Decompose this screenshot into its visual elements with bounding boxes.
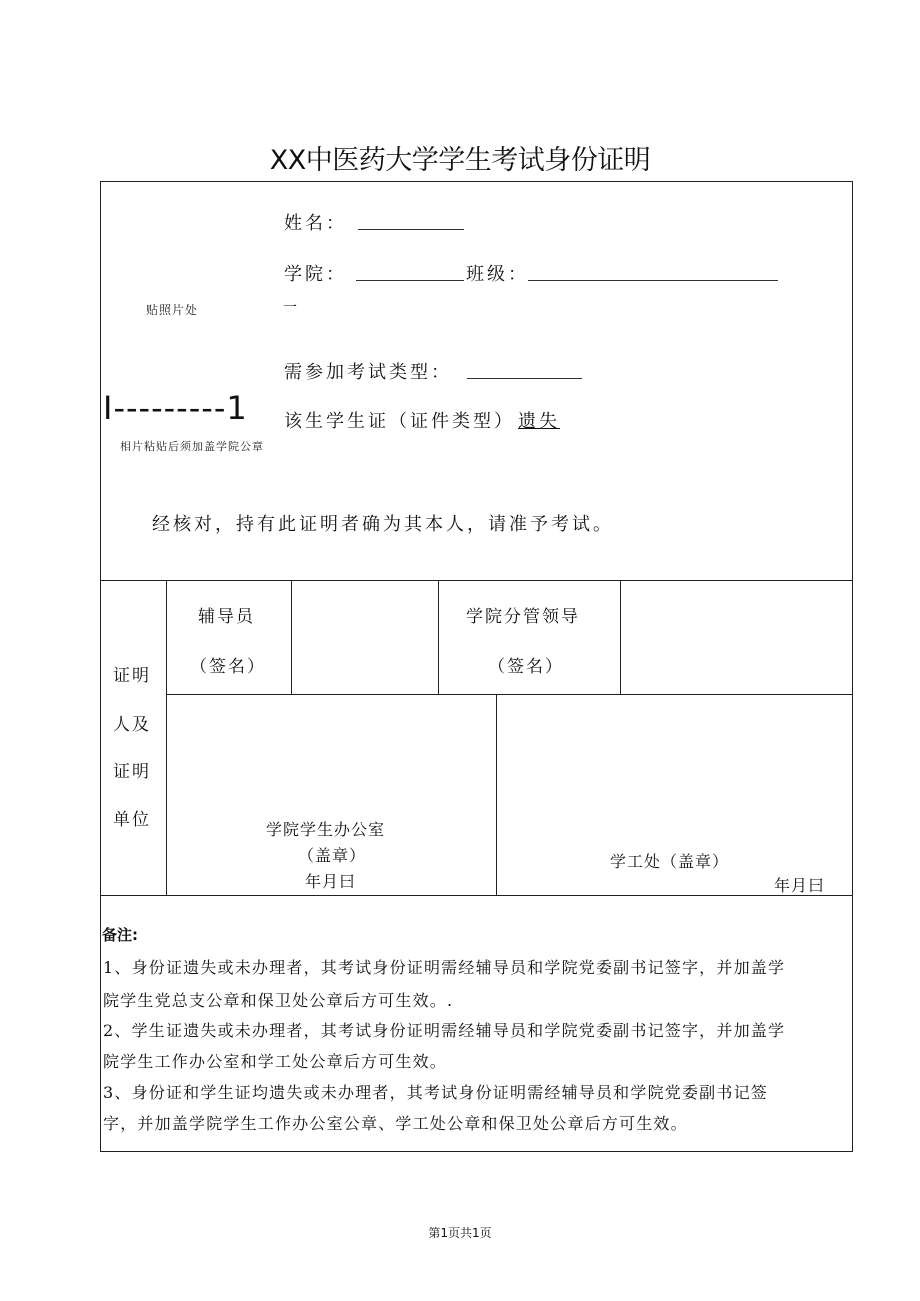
dash-mark: 一 [283, 300, 297, 316]
lost-text: 该生学生证（证件类型） [284, 411, 515, 432]
section-label-line: 单位 [113, 810, 151, 830]
exam-type-label: 需参加考试类型： [284, 362, 452, 383]
photo-label: 贴照片处 [146, 303, 199, 317]
counselor-label: 辅导员 [198, 607, 255, 627]
leader-label: 学院分管领导 [466, 607, 580, 627]
office-stamp-label: （盖章） [298, 846, 367, 865]
divider [166, 694, 853, 695]
college-label: 学院： [284, 264, 347, 285]
lost-word: 遗失 [518, 411, 560, 432]
counselor-signature-cell[interactable] [292, 581, 437, 693]
office-date: 年月曰 [305, 872, 357, 891]
note-line: 字，并加盖学院学生工作办公室公章、学工处公章和保卫处公章后方可生效。 [103, 1114, 688, 1133]
page-footer: 第1页共1页 [428, 1226, 492, 1240]
photo-box-mark: I---------1 [103, 389, 248, 427]
class-label: 班级： [466, 264, 529, 285]
dept-label: 学工处（盖章） [610, 852, 730, 871]
exam-type-field[interactable] [467, 378, 582, 379]
section-label-line: 人及 [113, 715, 151, 735]
divider [438, 580, 439, 694]
divider [166, 580, 167, 895]
name-label: 姓名： [284, 213, 347, 234]
note-line: 2、学生证遗失或未办理者，其考试身份证明需经辅导员和学院党委副书记签字，并加盖学 [103, 1021, 786, 1040]
notes-heading: 备注: [102, 926, 138, 944]
office-label: 学院学生办公室 [266, 820, 386, 839]
divider [100, 895, 853, 896]
dept-date: 年月曰 [774, 876, 826, 895]
note-line: 院学生党总支公章和保卫处公章后方可生效。. [103, 991, 454, 1010]
name-field[interactable] [358, 229, 464, 230]
counselor-sign-label: （签名） [190, 657, 266, 677]
class-field[interactable] [528, 280, 778, 281]
section-label-line: 证明 [113, 666, 151, 686]
note-line: 院学生工作办公室和学工处公章后方可生效。 [103, 1052, 448, 1071]
leader-signature-cell[interactable] [621, 581, 852, 693]
photo-note: 相片粘贴后须加盖学院公章 [120, 440, 264, 453]
leader-sign-label: （签名） [488, 657, 564, 677]
note-line: 3、身份证和学生证均遗失或未办理者，其考试身份证明需经辅导员和学院党委副书记签 [103, 1083, 768, 1102]
section-label-line: 证明 [113, 762, 151, 782]
page-title: XX中医药大学学生考试身份证明 [269, 145, 651, 176]
divider [496, 694, 497, 895]
note-line: 1、身份证遗失或未办理者，其考试身份证明需经辅导员和学院党委副书记签字，并加盖学 [103, 958, 786, 977]
verify-text: 经核对，持有此证明者确为其本人，请准予考试。 [152, 514, 614, 535]
college-field[interactable] [356, 280, 464, 281]
